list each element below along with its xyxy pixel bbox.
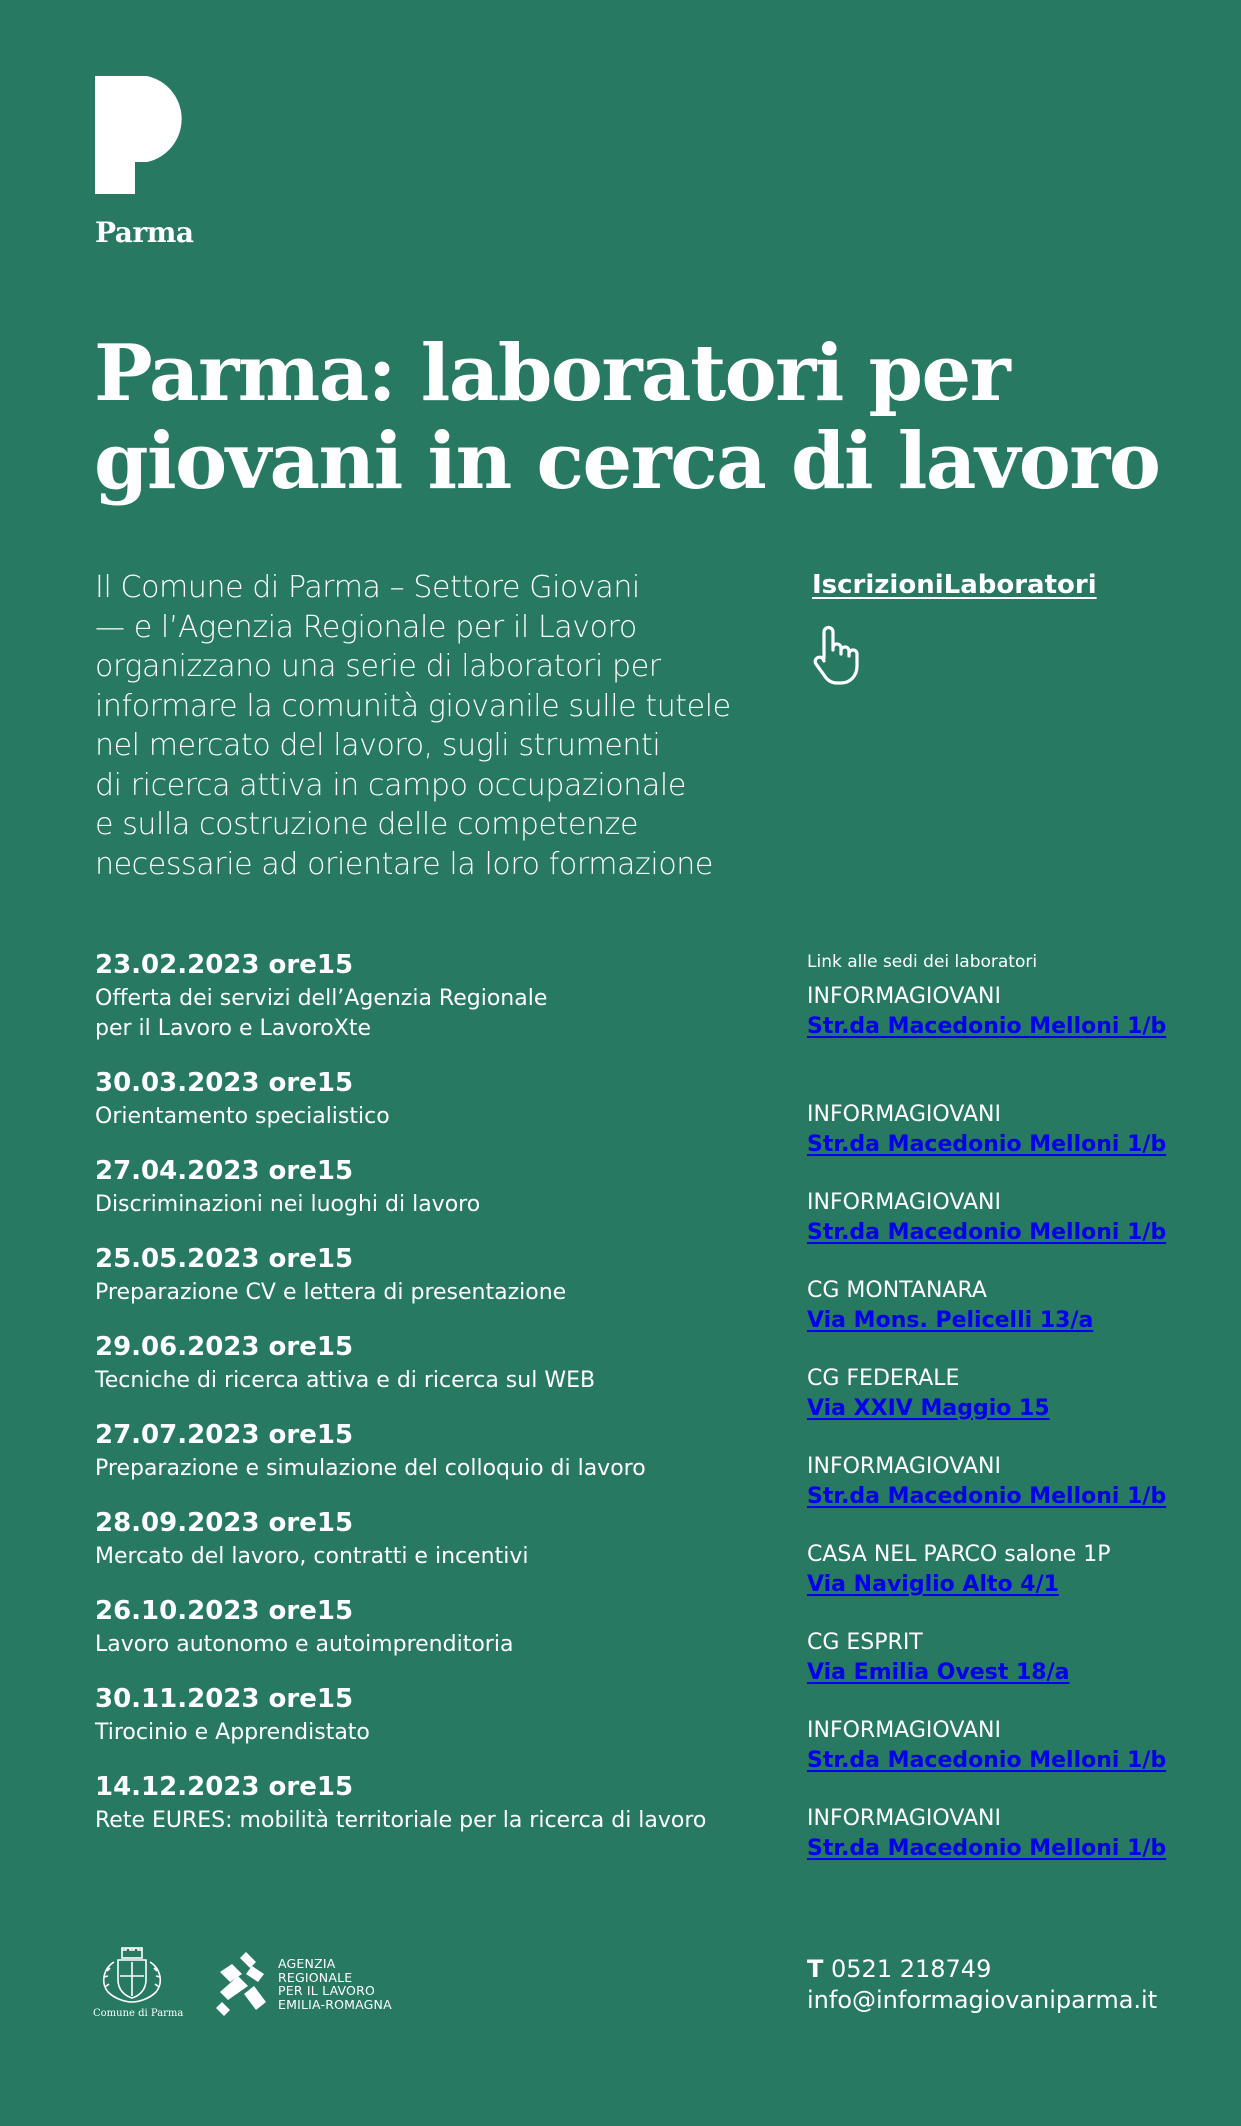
event-description: Rete EURES: mobilità territoriale per la ricerca di lavoro: [95, 1808, 707, 1833]
event-address-link[interactable]: Str.da Macedonio Melloni 1/b: [807, 1748, 1167, 1773]
event-description-line: per il Lavoro e LavoroXte: [95, 1016, 371, 1041]
agency-wordmark: [278, 1957, 392, 2011]
event-date: 30.03.2023 ore15: [95, 1068, 354, 1098]
event-date: 28.09.2023 ore15: [95, 1508, 354, 1538]
event-description: Preparazione CV e lettera di presentazione: [95, 1280, 567, 1305]
phone-label: T: [807, 1955, 824, 1983]
event-date: 14.12.2023 ore15: [95, 1772, 354, 1802]
event-address-link[interactable]: Str.da Macedonio Melloni 1/b: [807, 1484, 1167, 1509]
parma-logo: [95, 76, 195, 249]
event-item: [95, 1068, 1195, 1157]
pointing-hand-icon[interactable]: [810, 624, 862, 686]
event-address-link[interactable]: Via Naviglio Alto 4/1: [807, 1572, 1059, 1597]
event-date: 25.05.2023 ore15: [95, 1244, 354, 1274]
event-venue: INFORMAGIOVANI: [807, 1190, 1001, 1215]
event-address-link[interactable]: Str.da Macedonio Melloni 1/b: [807, 1836, 1167, 1861]
registration-link[interactable]: IscrizioniLaboratori: [812, 570, 1097, 600]
event-description: Discriminazioni nei luoghi di lavoro: [95, 1192, 481, 1217]
event-date: 27.04.2023 ore15: [95, 1156, 354, 1186]
event-description: Tirocinio e Apprendistato: [95, 1720, 370, 1745]
event-address-link[interactable]: Via Emilia Ovest 18/a: [807, 1660, 1070, 1685]
event-description: Lavoro autonomo e autoimprenditoria: [95, 1632, 514, 1657]
title-line-1: Parma: laboratori per: [94, 328, 1010, 419]
event-item: [95, 1508, 1195, 1597]
agency-line: EMILIA-ROMAGNA: [278, 1996, 392, 2012]
intro-paragraph: [95, 568, 775, 884]
event-venue: CG FEDERALE: [807, 1366, 960, 1391]
intro-line: — e l’Agenzia Regionale per il Lavoro: [95, 609, 637, 645]
comune-label: Comune di Parma: [93, 2008, 184, 2019]
event-date: 27.07.2023 ore15: [95, 1420, 354, 1450]
event-description: Preparazione e simulazione del colloquio di lavoro: [95, 1456, 646, 1481]
page-title: [94, 330, 1194, 506]
intro-line: organizzano una serie di laboratori per: [95, 649, 661, 684]
locations-header: Link alle sedi dei laboratori: [807, 952, 1038, 972]
agency-line: REGIONALE: [278, 1969, 353, 1985]
event-address-link[interactable]: Str.da Macedonio Melloni 1/b: [807, 1014, 1167, 1039]
running-figure-icon: [216, 1950, 276, 2016]
event-item: [95, 1772, 1195, 1861]
event-venue: CG ESPRIT: [807, 1630, 923, 1655]
event-description: Tecniche di ricerca attiva e di ricerca sul WEB: [95, 1368, 596, 1393]
event-description: [95, 984, 775, 1044]
intro-line: informare la comunità giovanile sulle tutele: [95, 688, 731, 724]
event-venue: INFORMAGIOVANI: [807, 1102, 1001, 1127]
agency-line: PER IL LAVORO: [278, 1983, 376, 1998]
event-item: [95, 1684, 1195, 1773]
event-venue: CG MONTANARA: [807, 1278, 987, 1303]
intro-line: nel mercato del lavoro, sugli strumenti: [95, 728, 661, 763]
event-date: 30.11.2023 ore15: [95, 1684, 354, 1714]
event-venue: INFORMAGIOVANI: [807, 1718, 1001, 1743]
event-address-link[interactable]: Str.da Macedonio Melloni 1/b: [807, 1220, 1167, 1245]
event-item: [95, 1420, 1195, 1509]
parma-p-icon: [95, 76, 191, 194]
intro-line: Il Comune di Parma – Settore Giovani: [95, 570, 640, 605]
event-item: [95, 950, 1195, 1041]
event-item: [95, 1596, 1195, 1685]
event-date: 26.10.2023 ore15: [95, 1596, 354, 1626]
event-description-line: Offerta dei servizi dell’Agenzia Regionale: [95, 986, 548, 1011]
event-venue: CASA NEL PARCO salone 1P: [807, 1542, 1111, 1567]
agency-line: AGENZIA: [278, 1956, 336, 1971]
phone-row: [807, 1954, 1157, 1985]
event-date: 23.02.2023 ore15: [95, 950, 354, 980]
title-line-2: giovani in cerca di lavoro: [94, 416, 1160, 507]
event-address-link[interactable]: Str.da Macedonio Melloni 1/b: [807, 1132, 1167, 1157]
event-item: [95, 1244, 1195, 1333]
event-venue: INFORMAGIOVANI: [807, 1806, 1001, 1831]
event-date: 29.06.2023 ore15: [95, 1332, 354, 1362]
parma-wordmark: Parma: [95, 216, 194, 249]
intro-line: e sulla costruzione delle competenze: [95, 807, 639, 842]
event-venue: INFORMAGIOVANI: [807, 984, 1001, 1009]
event-address-link[interactable]: Via XXIV Maggio 15: [807, 1396, 1050, 1421]
intro-line: necessarie ad orientare la loro formazione: [95, 846, 713, 882]
event-description: Orientamento specialistico: [95, 1104, 390, 1129]
contact-block: [807, 1954, 1157, 2016]
event-item: [95, 1156, 1195, 1245]
event-item: [95, 1332, 1195, 1421]
phone-number[interactable]: 0521 218749: [831, 1955, 992, 1983]
event-venue: INFORMAGIOVANI: [807, 1454, 1001, 1479]
email-address[interactable]: info@informagiovaniparma.it: [807, 1986, 1158, 2014]
intro-line: di ricerca attiva in campo occupazionale: [95, 767, 686, 803]
event-description: Mercato del lavoro, contratti e incentivi: [95, 1544, 529, 1569]
event-address-link[interactable]: Via Mons. Pelicelli 13/a: [807, 1308, 1094, 1333]
